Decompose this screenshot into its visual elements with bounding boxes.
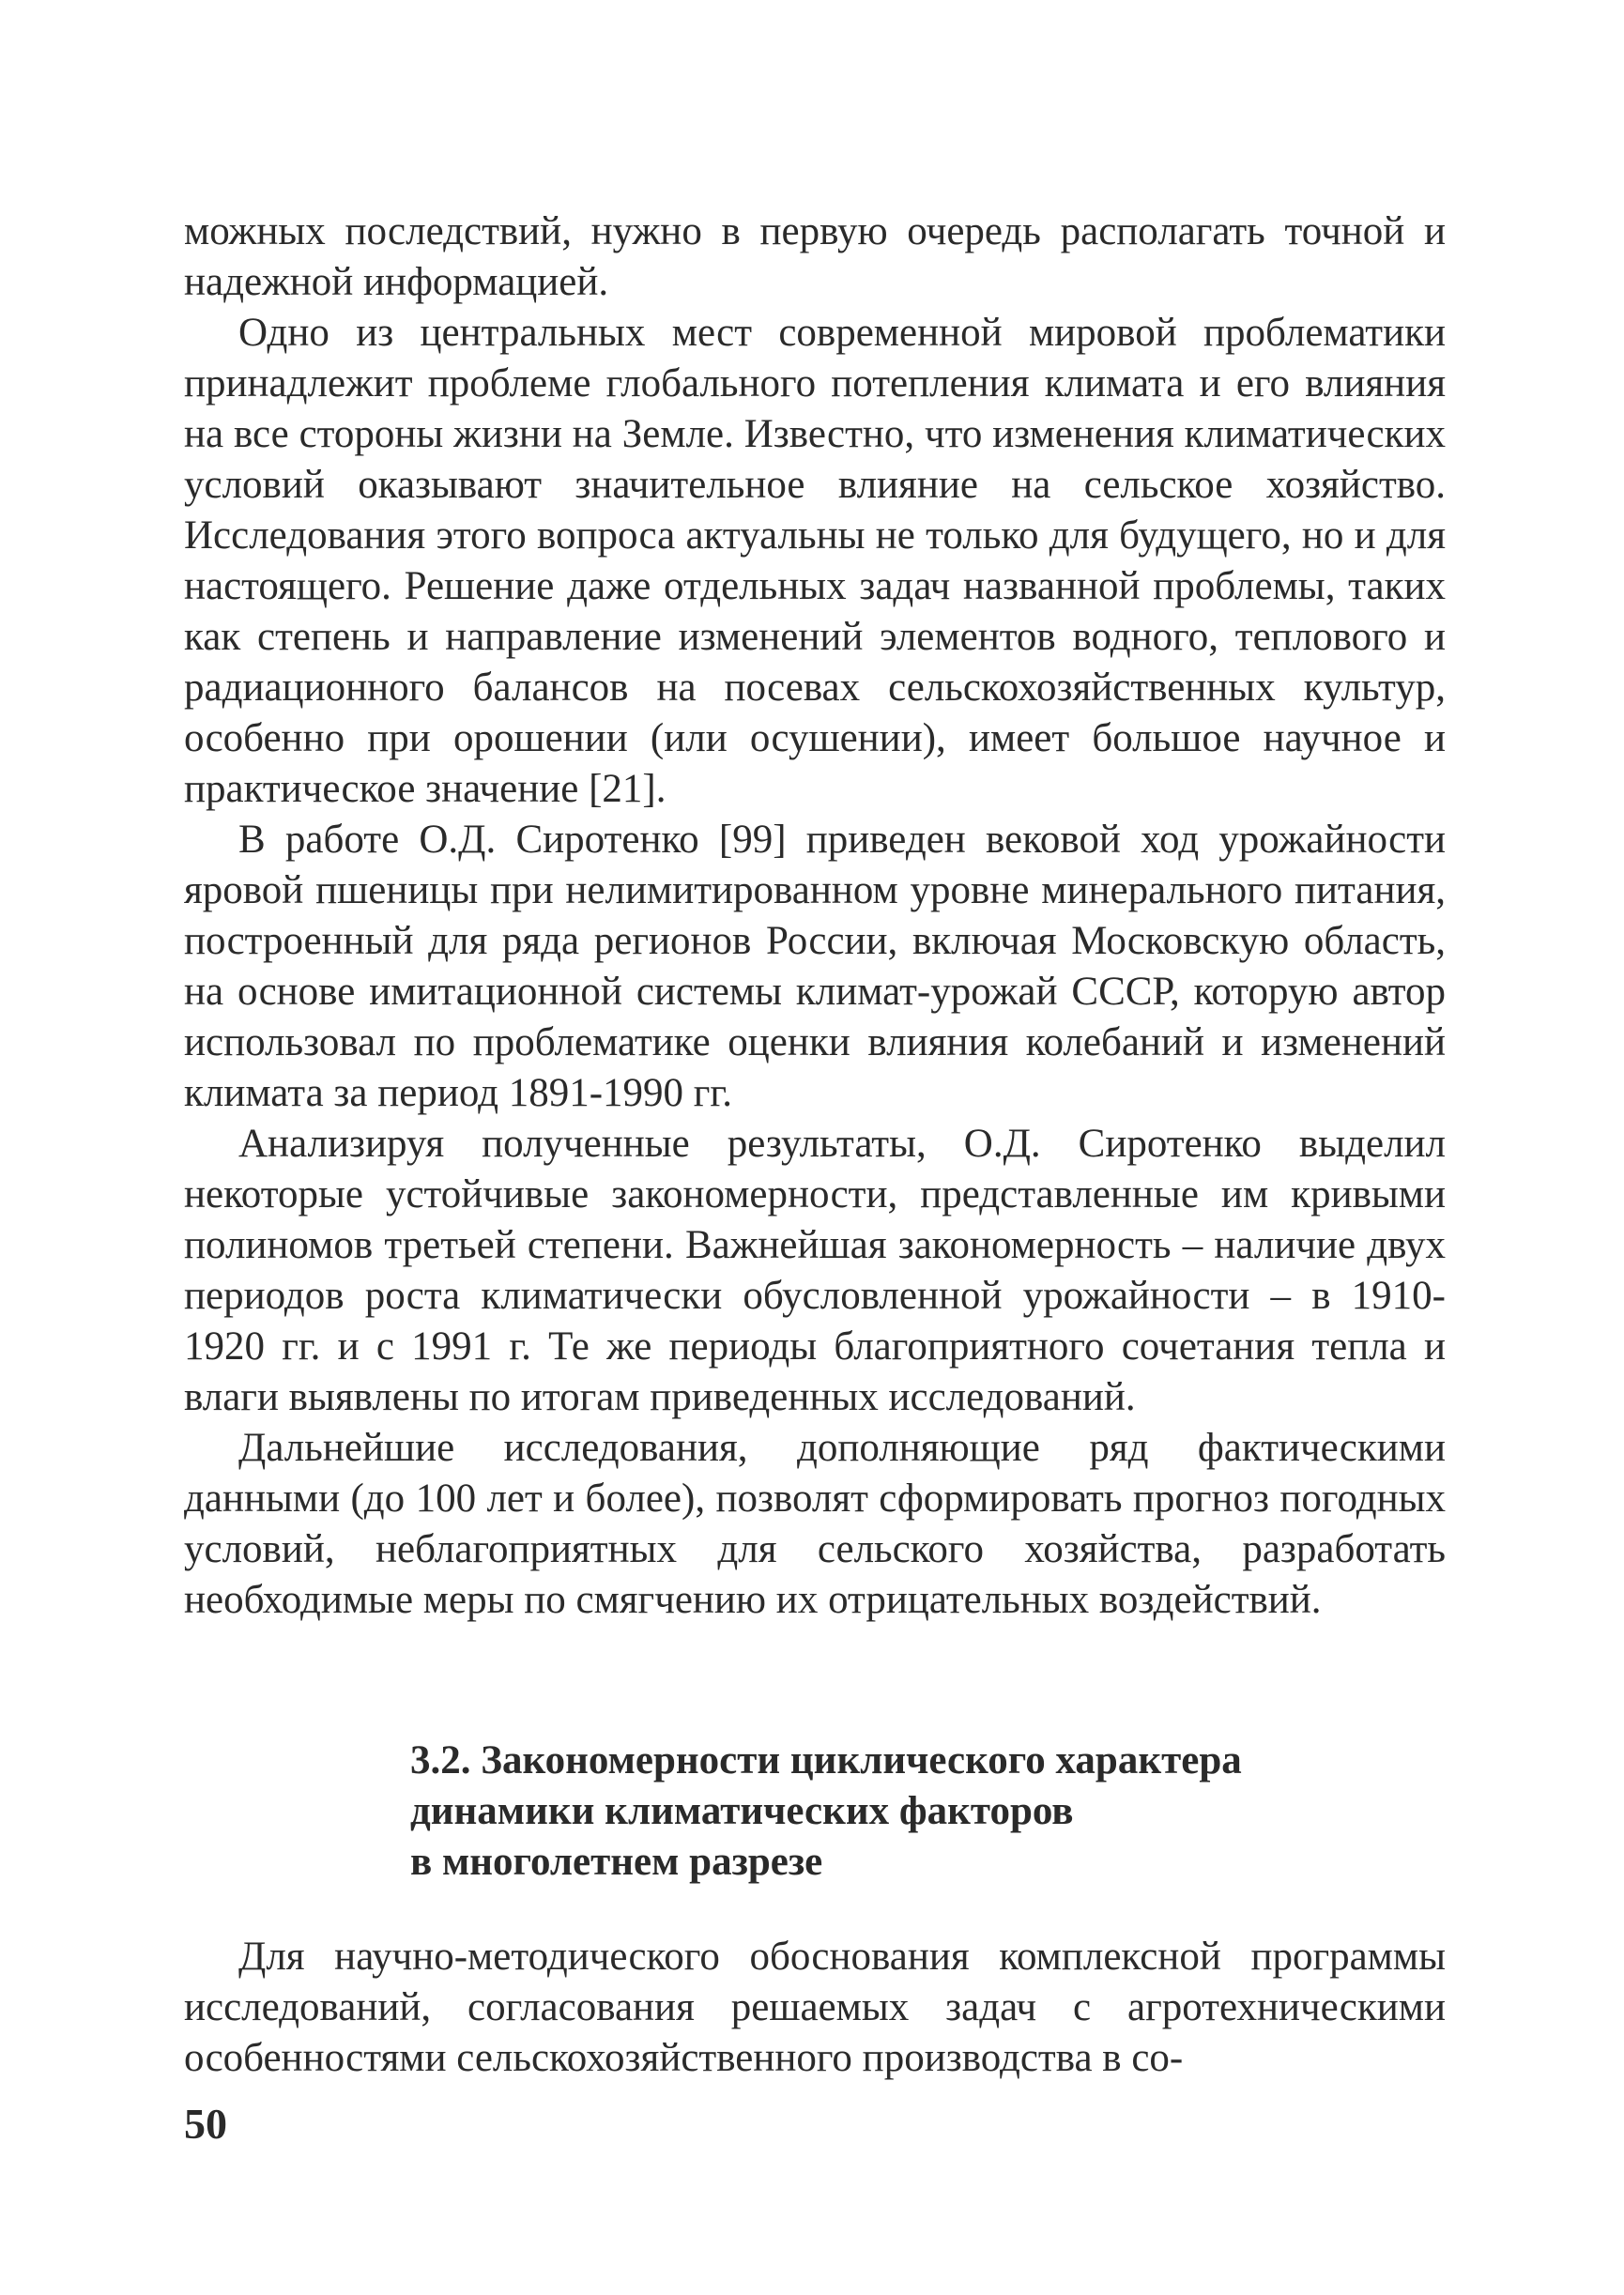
- page-number: 50: [184, 2100, 227, 2148]
- paragraph-section-intro: Для научно-методического обоснования комплексной программы исследований, согласования решаемых задач с агротехническими особенностями сельскохозяйственного производства в со-: [184, 1935, 1446, 2080]
- paragraph-further-research: Дальнейшие исследования, дополняющие ряд фактическими данными (до 100 лет и более), позволят сформировать прогноз погодных условий, неблагоприятных для сельского хозяйства, разработать необходимые меры по смягчению их отрицательных воздействий.: [184, 1426, 1446, 1622]
- section-heading-line-1: 3.2. Закономерности циклического характера: [410, 1738, 1242, 1782]
- body-text: [184, 207, 1446, 1626]
- section-heading-line-2: динамики климатических факторов: [410, 1789, 1074, 1833]
- section-heading-line-3: в многолетнем разрезе: [410, 1840, 823, 1884]
- paragraph-global-warming: Одно из центральных мест современной мировой проблематики принадлежит проблеме глобального потепления климата и его влияния на все стороны жизни на Земле. Известно, что изменения климатических условий оказывают значительное влияние на сельское хозяйство. Исследования этого вопроса актуальны не только для будущего, но и для настоящего. Решение даже отдельных задач названной проблемы, таких как степень и направление изменений элементов водного, теплового и радиационного балансов на посевах сельскохозяйственных культур, особенно при орошении (или осушении), имеет большое научное и практическое значение [21].: [184, 311, 1446, 811]
- paragraph-continuation: можных последствий, нужно в первую очередь располагать точной и надежной информацией.: [184, 209, 1446, 304]
- section-heading: [410, 1736, 1396, 1888]
- section-body-text: [184, 1932, 1446, 2084]
- paragraph-sirotenko-work: В работе О.Д. Сиротенко [99] приведен вековой ход урожайности яровой пшеницы при нелимитированном уровне минерального питания, построенный для ряда регионов России, включая Московскую область, на основе имитационной системы климат-урожай СССР, которую автор использовал по проблематике оценки влияния колебаний и изменений климата за период 1891-1990 гг.: [184, 818, 1446, 1115]
- paragraph-analysis: Анализируя полученные результаты, О.Д. Сиротенко выделил некоторые устойчивые закономерности, представленные им кривыми полиномов третьей степени. Важнейшая закономерность – наличие двух периодов роста климатически обусловленной урожайности – в 1910-1920 гг. и с 1991 г. Те же периоды благоприятного сочетания тепла и влаги выявлены по итогам приведенных исследований.: [184, 1122, 1446, 1419]
